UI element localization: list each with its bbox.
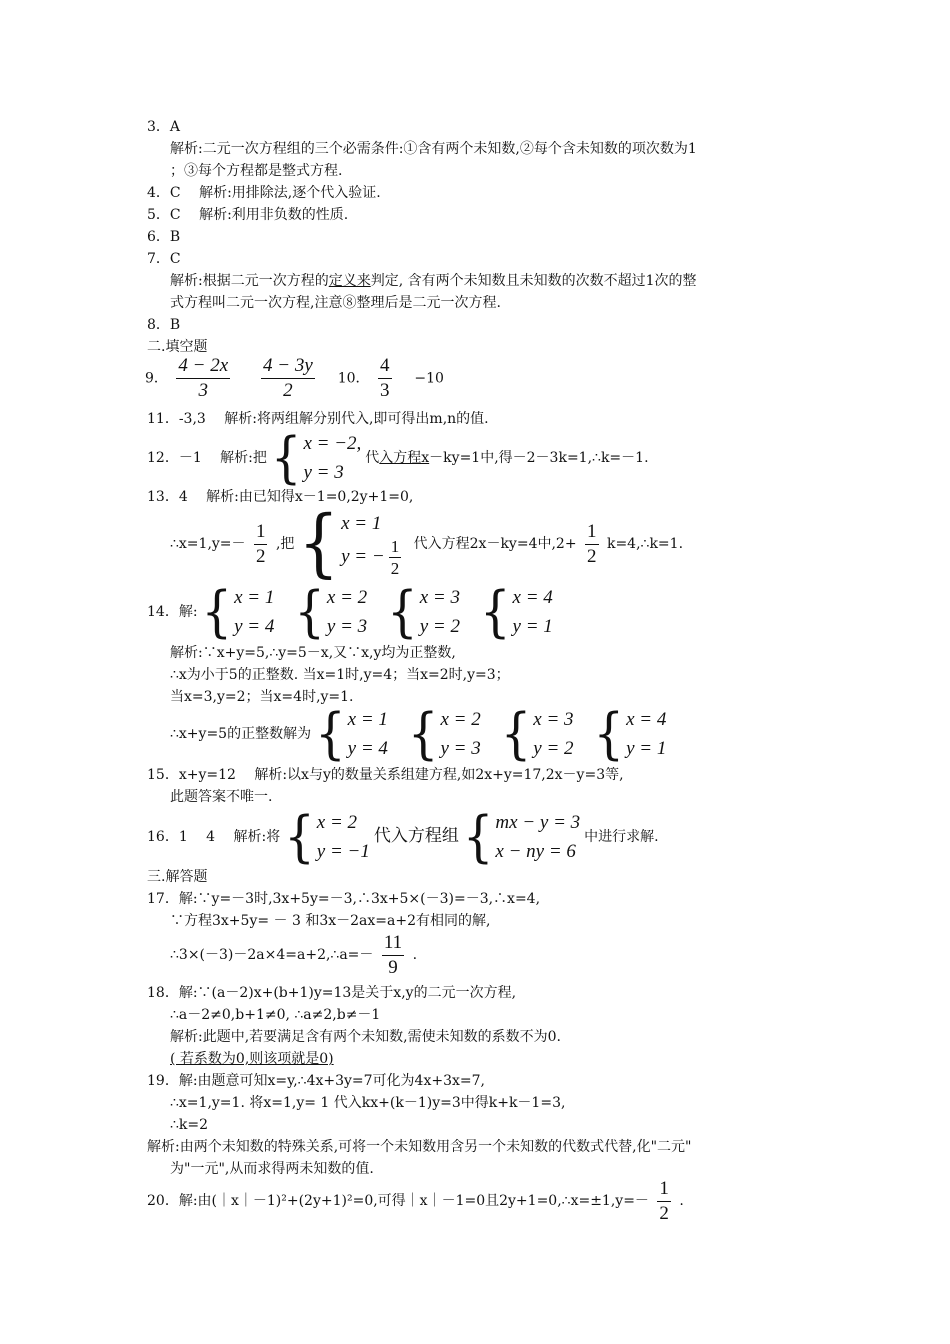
answer-16: 16．1 4 解析:将 { x = 2 y = −1 代入方程组 { mx − y = 3 x − ny = 6 中进行求解. [147, 804, 659, 870]
fraction-13b: $\frac{1}{2}$ [587, 520, 597, 567]
answer-18-b: ∴a－2≠0,b+1≠0, ∴a≠2,b≠－1 [170, 1007, 381, 1023]
answer-18: 18．解:∵(a－2)x+(b+1)y=13是关于x,y的二元一次方程, [147, 985, 517, 1001]
solution-1: { x = 1 y = 4 [201, 579, 275, 645]
answer-19-analysis: 解析:由两个未知数的特殊关系,可将一个未知数用含另一个未知数的代数式代替,化"二元" [147, 1139, 692, 1155]
answer-15-cont: 此题答案不唯一. [170, 789, 273, 805]
answer-17-c: ∴3×(－3)－2a×4=a+2,∴a=－ $\frac{11}{9}$ . [170, 931, 418, 978]
answer-14-analysis-c: 当x=3,y=2；当x=4时,y=1. [170, 689, 354, 705]
answer-11: 11．-3,3 解析:将两组解分别代入,即可得出m,n的值. [147, 411, 489, 427]
solution-2: { x = 2 y = 3 [407, 701, 481, 767]
answer-15: 15．x+y=12 解析:以x与y的数量关系组建方程,如2x+y=17,2x－y=3等, [147, 767, 624, 783]
answer-5: 5．C 解析:利用非负数的性质. [147, 207, 349, 223]
fraction-17: $\frac{11}{9}$ [383, 931, 403, 978]
solution-3: { x = 3 y = 2 [500, 701, 574, 767]
answer-14: 14．解: { x = 1 y = 4 { x = 2 y = 3 { x = 3 y = 2 { x = 4 y = 1 [147, 579, 553, 645]
fraction-13: $\frac{1}{2}$ [255, 520, 266, 567]
equation-system: { x = −2, y = 3 [270, 425, 362, 491]
solution-4: { x = 4 y = 1 [593, 701, 667, 767]
answer-14-analysis-b: ∴x为小于5的正整数. 当x=1时,y=4；当x=2时,y=3； [170, 667, 510, 683]
answer-13: 13．4 解析:由已知得x－1=0,2y+1=0, [147, 489, 414, 505]
solution-4: { x = 4 y = 1 [479, 579, 553, 645]
fraction-9b: $\frac{4 - 3y}{2}$ [263, 355, 313, 401]
fraction-20: $\frac{1}{2}$ [659, 1177, 669, 1224]
answer-7-analysis: 解析:根据二元一次方程的定义来判定, 含有两个未知数且未知数的次数不超过1次的整 [170, 273, 697, 289]
underlined-text: 定义来 [328, 273, 371, 289]
answer-20: 20．解:由(｜x｜－1)²+(2y+1)²=0,可得｜x｜－1=0且2y+1=0,∴x=±1,y=－ $\frac{1}{2}$ . [147, 1177, 684, 1224]
equation-system: { mx − y = 3 x − ny = 6 [462, 804, 581, 870]
solution-2: { x = 2 y = 3 [294, 579, 368, 645]
equation-system: { x = 1 y = − $\frac{1}{2}$ [298, 501, 400, 587]
answer-13-line2: ∴x=1,y=－ $\frac{1}{2}$ ,把 { x = 1 y = − $\frac{1}{2}$ 代入方程2x－ky=4中,2+ $\frac{1}{2}$ k=4,∴k=1. [170, 501, 684, 587]
solution-3: { x = 3 y = 2 [387, 579, 460, 645]
answer-3-analysis: 解析:二元一次方程组的三个必需条件:①含有两个未知数,②每个含未知数的项次数为1 [170, 141, 697, 157]
section-solve: 三.解答题 [147, 869, 208, 885]
answer-4: 4．C 解析:用排除法,逐个代入验证. [147, 185, 381, 201]
answer-19-c: ∴k=2 [170, 1117, 209, 1133]
answer-14-analysis: 解析:∵x+y=5,∴y=5－x,又∵x,y均为正整数, [170, 645, 456, 661]
answer-7: 7．C [147, 251, 181, 267]
fraction-9a: $\frac{4 - 2x}{3}$ [178, 355, 229, 401]
answer-19: 19．解:由题意可知x=y,∴4x+3y=7可化为4x+3x=7, [147, 1073, 485, 1089]
equation-system: { x = 2 y = −1 [284, 804, 370, 870]
answer-9-10: 9． $\frac{4 - 2x}{3}$ $\frac{4 - 3y}{2}$ 10． $\frac{4}{3}$ −10 [145, 355, 444, 401]
answer-19-b: ∴x=1,y=1. 将x=1,y= 1 代入kx+(k－1)y=3中得k+k－1=3, [170, 1095, 566, 1111]
answer-6: 6．B [147, 229, 181, 245]
answer-14-summary: ∴x+y=5的正整数解为 { x = 1 y = 4 { x = 2 y = 3 { x = 3 y = 2 { x = 4 y = 1 [170, 701, 667, 767]
answer-17-b: ∵方程3x+5y= － 3 和3x－2ax=a+2有相同的解, [170, 913, 491, 929]
solution-1: { x = 1 y = 4 [315, 701, 388, 767]
answer-17: 17．解:∵y=－3时,3x+5y=－3,∴3x+5×(－3)=－3,∴x=4, [147, 891, 541, 907]
answer-19-analysis-cont: 为"一元",从而求得两未知数的值. [170, 1161, 374, 1177]
answer-18-analysis: 解析:此题中,若要满足含有两个未知数,需使未知数的系数不为0. [170, 1029, 561, 1045]
answer-8: 8．B [147, 317, 181, 333]
answer-3: 3．A [147, 119, 181, 135]
section-fill-blank: 二.填空题 [147, 339, 208, 355]
answer-12: 12．－1 解析:把 { x = −2, y = 3 代入方程x－ky=1中,得－2－3k=1,∴k=－1. [147, 425, 649, 491]
answer-3-analysis-cont: ；③每个方程都是整式方程. [170, 163, 343, 179]
fraction-10: $\frac{4}{3}$ [380, 355, 390, 401]
answer-7-analysis-cont: 式方程叫二元一次方程,注意⑧整理后是二元一次方程. [170, 295, 501, 311]
answer-18-note: ( 若系数为0,则该项就是0) [170, 1051, 334, 1067]
